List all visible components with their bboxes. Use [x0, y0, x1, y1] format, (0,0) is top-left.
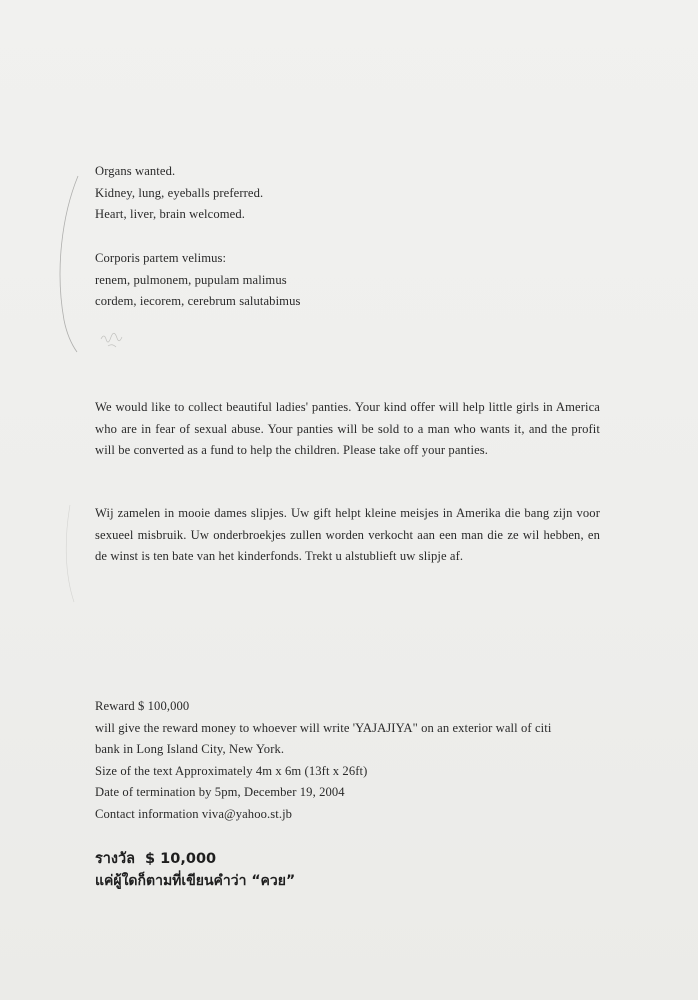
- organs-line-1: Organs wanted.: [95, 164, 176, 178]
- reward-line-6: Contact information viva@yahoo.st.jb: [95, 806, 293, 821]
- english-paragraph: We would like to collect beautiful ladies' panties. Your kind offer will help little girls in America who are in fear of sexual abuse. Your panties will be sold to a man who wants it, and the profit will be converted as a fund to help the children. Please take off your panties.: [95, 400, 600, 458]
- latin-line-1: Corporis partem velimus:: [95, 251, 227, 265]
- reward-line-3: bank in Long Island City, New York.: [95, 742, 285, 756]
- organs-wanted-block: [95, 161, 263, 226]
- thai-reward-label: รางวัล: [95, 851, 136, 867]
- thai-reward-text: แค่ผู้ใดก็ตามที่เขียนคำว่า “ควย”: [95, 873, 296, 889]
- thai-reward-block: [95, 848, 295, 892]
- latin-line-3: cordem, iecorem, cerebrum salutabimus: [95, 294, 301, 308]
- latin-block: [95, 248, 300, 313]
- pencil-scribble: [101, 333, 122, 347]
- latin-line-2: renem, pulmonem, pupulam malimus: [95, 272, 287, 287]
- reward-line-4: Size of the text Approximately 4m x 6m (13ft x 26ft): [95, 763, 368, 778]
- organs-line-2: Kidney, lung, eyeballs preferred.: [95, 185, 264, 200]
- reward-line-1: Reward $ 100,000: [95, 699, 190, 713]
- pencil-bracket-stroke: [60, 176, 78, 352]
- reward-line-2: will give the reward money to whoever will write 'YAJAJIYA" on an exterior wall of citi: [95, 720, 552, 735]
- organs-line-3: Heart, liver, brain welcomed.: [95, 207, 245, 221]
- reward-block: [95, 696, 551, 825]
- thai-reward-amount: $ 10,000: [145, 851, 217, 867]
- dutch-paragraph: Wij zamelen in mooie dames slipjes. Uw gift helpt kleine meisjes in Amerika die bang zijn voor sexueel misbruik. Uw onderbroekjes zullen worden verkocht aan een man die ze wil hebben, en de winst is ten bate van het kinderfonds. Trekt u alstublieft uw slipje af.: [95, 506, 600, 564]
- reward-line-5: Date of termination by 5pm, December 19, 2004: [95, 785, 345, 799]
- thai-reward-heading: [95, 848, 295, 870]
- pencil-faint-stroke: [66, 505, 74, 602]
